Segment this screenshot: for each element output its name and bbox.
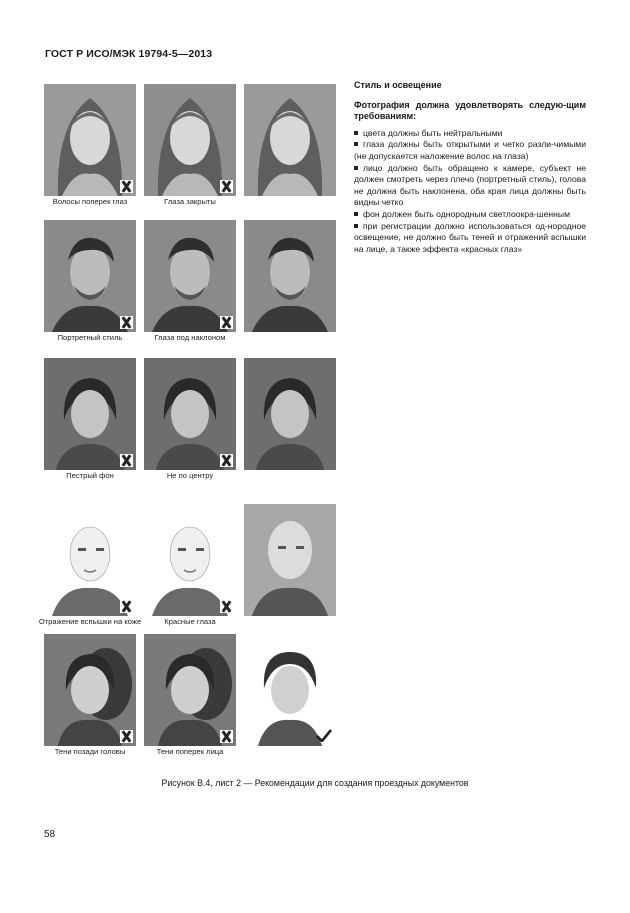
page-header: ГОСТ Р ИСО/МЭК 19794-5—2013 xyxy=(45,48,213,60)
example-photo xyxy=(244,84,336,196)
example-photo xyxy=(144,504,236,616)
requirement-text: глаза должны быть открытыми и четко разли-чимыми (не допускается наложение волос на глаза) xyxy=(354,139,586,161)
example-photo xyxy=(44,84,136,196)
photo-caption: Пестрый фон xyxy=(66,471,114,480)
figure-caption: Рисунок В.4, лист 2 — Рекомендации для создания проездных документов xyxy=(161,778,469,788)
example-photo xyxy=(244,220,336,332)
requirement-text: при регистрации должно использоваться од-нородное освещение, не должно быть теней и отражений вспышки на лице, а также эффекта «красных глаз» xyxy=(354,220,586,254)
example-photo xyxy=(44,634,136,746)
cross-mark-icon xyxy=(120,600,133,613)
requirements-lead: Фотография должна удовлетворять следую-щим требованиям: xyxy=(354,99,586,122)
cross-mark-icon xyxy=(120,454,133,467)
page-number: 58 xyxy=(44,829,56,840)
example-photo xyxy=(144,220,236,332)
example-photo xyxy=(244,358,336,470)
photo-caption: Отражение вспышки на коже xyxy=(38,617,142,626)
example-photo xyxy=(44,504,136,616)
photo-caption: Тени позади головы xyxy=(54,747,126,756)
cross-mark-icon xyxy=(220,316,233,329)
cross-mark-icon xyxy=(220,730,233,743)
requirements-panel xyxy=(354,80,586,255)
cross-mark-icon xyxy=(220,600,233,613)
photo-caption: Глаза закрыты xyxy=(164,197,216,206)
photo-caption: Красные глаза xyxy=(164,617,216,626)
requirements-list xyxy=(354,128,586,256)
example-photo xyxy=(144,84,236,196)
example-photo xyxy=(244,504,336,616)
example-photo xyxy=(144,358,236,470)
cross-mark-icon xyxy=(120,730,133,743)
bullet-icon xyxy=(354,131,358,135)
photo-caption: Глаза под наклоном xyxy=(154,333,226,342)
requirement-item xyxy=(354,139,586,162)
example-photo xyxy=(44,358,136,470)
requirement-text: цвета должны быть нейтральными xyxy=(363,127,503,138)
bullet-icon xyxy=(354,224,358,228)
example-photo xyxy=(244,634,336,746)
cross-mark-icon xyxy=(220,180,233,193)
requirement-item xyxy=(354,163,586,209)
requirement-text: лицо должно быть обращено к камере, субъект не должен смотреть через плечо (портретный стиль), голова не должна быть наклонена, оба края лица должны быть видны четко xyxy=(354,162,586,208)
requirement-item xyxy=(354,128,586,140)
photo-caption: Волосы поперек глаз xyxy=(52,197,128,206)
photo-caption: Не по центру xyxy=(166,471,214,480)
cross-mark-icon xyxy=(120,316,133,329)
bullet-icon xyxy=(354,212,358,216)
requirement-text: фон должен быть однородным светлоокра-шенным xyxy=(363,208,571,219)
cross-mark-icon xyxy=(120,180,133,193)
photo-caption: Портретный стиль xyxy=(57,333,123,342)
example-photo xyxy=(44,220,136,332)
requirement-item xyxy=(354,209,586,221)
bullet-icon xyxy=(354,166,358,170)
example-photo xyxy=(144,634,236,746)
cross-mark-icon xyxy=(220,454,233,467)
check-mark-icon xyxy=(316,729,332,742)
requirements-title: Стиль и освещение xyxy=(354,80,442,90)
requirement-item xyxy=(354,221,586,256)
photo-caption: Тени поперек лица xyxy=(156,747,224,756)
bullet-icon xyxy=(354,142,358,146)
